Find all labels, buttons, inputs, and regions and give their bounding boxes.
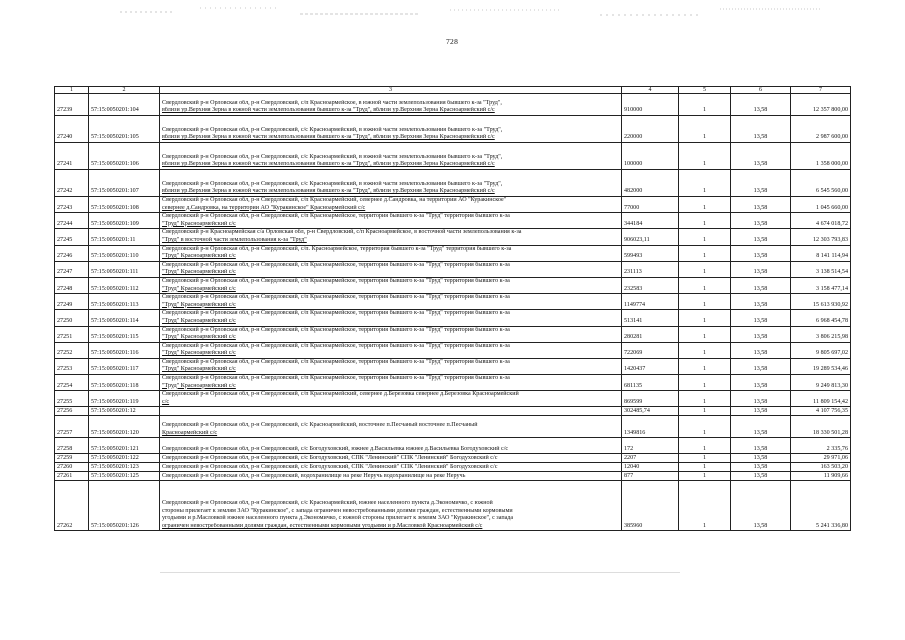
cadastral-number: 57:15:0050201:109 [89, 213, 160, 229]
description-line: "Труд" Красноармейский с/с [162, 382, 236, 389]
column-5-value: 1 [679, 358, 731, 374]
cadastral-value: 12 357 800,00 [791, 94, 851, 116]
cadastral-number: 57:15:0050201:120 [89, 416, 160, 438]
row-number: 27240 [55, 116, 89, 143]
description-line: Свердловский р-н Орловская обл, р-н Свердловский, с/с Красноармейский, южнее населенного пункта д.Экономичко, с южной [162, 500, 493, 507]
cadastral-number: 57:15:0050201:114 [89, 310, 160, 326]
cadastral-value: 1 358 000,00 [791, 143, 851, 170]
cadastral-number: 57:15:0050201:110 [89, 245, 160, 261]
rate-value: 13,58 [731, 170, 791, 197]
location-description [160, 375, 622, 391]
cadastral-value: 1 045 660,00 [791, 197, 851, 213]
location-description [160, 143, 622, 170]
rate-value: 13,58 [731, 94, 791, 116]
rate-value: 13,58 [731, 342, 791, 358]
register-body [55, 94, 851, 531]
area-value: 877 [622, 472, 679, 481]
description-line: угодьями и р.Масловкой южнее населенного пункта д.Экономичко, с южной стороны прилегает к землям ЗАО "Куракинское", с запада [162, 515, 514, 522]
cadastral-value: 2 987 600,00 [791, 116, 851, 143]
description-line: "Труд" в восточной части землепользования к-за "Труд" [162, 236, 307, 243]
cadastral-number: 57:15:0050201:116 [89, 342, 160, 358]
cadastral-value: 19 289 534,46 [791, 358, 851, 374]
cadastral-value: 15 613 930,92 [791, 294, 851, 310]
location-description [160, 245, 622, 261]
table-row [55, 310, 851, 326]
location-description [160, 391, 622, 407]
description-line: "Труд" Красноармейский с/с [162, 317, 236, 324]
table-row [55, 391, 851, 407]
rate-value: 13,58 [731, 407, 791, 416]
row-number: 27248 [55, 277, 89, 293]
table-row [55, 358, 851, 374]
location-description [160, 213, 622, 229]
row-number: 27239 [55, 94, 89, 116]
rate-value: 13,58 [731, 261, 791, 277]
cadastral-value: 11 909,66 [791, 472, 851, 481]
page-number: 728 [446, 37, 459, 46]
description-line: ограничен невостребованными долями граждан, естественными кормовыми угодьями и р.Масловкой Красноармейский с/с [162, 522, 483, 529]
table-row [55, 481, 851, 531]
description-line: Свердловский р-н Орловская обл, р-н Свердловский, с/с Красноармейский, в южной части землепользования бывшего к-за "Труд", [162, 126, 503, 133]
table-row [55, 416, 851, 438]
description-line: вблизи ур.Верхняя Зерна в южной части землепользования бывшего к-за "Труд", вблизи ур.Верхняя Зерна Красноармейский с/с [162, 161, 495, 168]
rate-value: 13,58 [731, 143, 791, 170]
column-5-value: 1 [679, 261, 731, 277]
table-row [55, 143, 851, 170]
row-number: 27250 [55, 310, 89, 326]
column-5-value: 1 [679, 277, 731, 293]
description-line: "Труд" Красноармейский с/с [162, 366, 236, 373]
row-number: 27251 [55, 326, 89, 342]
table-row [55, 277, 851, 293]
area-value: 302485,74 [622, 407, 679, 416]
table-row [55, 197, 851, 213]
column-5-value: 1 [679, 170, 731, 197]
description-line: Свердловский р-н Орловская обл, р-н Свердловский, с/с Богодуховский, СПК "Ленинский" СПК "Ленинский" Богодуховский с/с [162, 463, 498, 470]
column-header: 5 [679, 87, 731, 94]
row-number: 27256 [55, 407, 89, 416]
row-number: 27257 [55, 416, 89, 438]
rate-value: 13,58 [731, 472, 791, 481]
area-value: 12040 [622, 463, 679, 472]
description-line: Свердловский р-н Орловская обл, р-н Свердловский, с/п Красноармейское, территория бывшего к-за "Труд" территория бывшего к-за [162, 213, 510, 220]
description-line: "Труд" Красноармейский с/с [162, 220, 236, 227]
description-line: "Труд" Красноармейский с/с [162, 301, 236, 308]
area-value: 513141 [622, 310, 679, 326]
area-value: 1420437 [622, 358, 679, 374]
description-line: Свердловский р-н Орловская обл, р-н Свердловский, с/п Красноармейское, территория бывшего к-за "Труд" территория бывшего к-за [162, 261, 510, 268]
cadastral-value: 3 806 215,98 [791, 326, 851, 342]
location-description [160, 481, 622, 531]
area-value: 869599 [622, 391, 679, 407]
rate-value: 13,58 [731, 310, 791, 326]
location-description [160, 294, 622, 310]
location-description [160, 277, 622, 293]
column-5-value: 1 [679, 229, 731, 245]
location-description [160, 170, 622, 197]
rate-value: 13,58 [731, 116, 791, 143]
column-5-value: 1 [679, 481, 731, 531]
description-line: "Труд" Красноармейский с/с [162, 285, 236, 292]
cadastral-value: 3 138 514,54 [791, 261, 851, 277]
cadastral-number: 57:15:0050201:126 [89, 481, 160, 531]
location-description [160, 463, 622, 472]
area-value: 280281 [622, 326, 679, 342]
table-row [55, 261, 851, 277]
column-header: 2 [89, 87, 160, 94]
description-line: Свердловский р-н Орловская обл, р-н Свердловский, с/с Богодуховский, южнее д.Васильевка южнее д.Васильевка Богодуховский с/с [162, 445, 509, 452]
column-5-value: 1 [679, 407, 731, 416]
row-number: 27241 [55, 143, 89, 170]
table-row [55, 116, 851, 143]
cadastral-value: 29 971,06 [791, 454, 851, 463]
table-row [55, 342, 851, 358]
column-5-value: 1 [679, 116, 731, 143]
cadastral-number: 57:15:0050201:107 [89, 170, 160, 197]
cadastral-value: 4 674 018,72 [791, 213, 851, 229]
header-row [55, 87, 851, 94]
area-value: 231113 [622, 261, 679, 277]
description-line: "Труд" Красноармейский с/с [162, 334, 236, 341]
area-value: 344184 [622, 213, 679, 229]
column-header: 7 [791, 87, 851, 94]
row-number: 27245 [55, 229, 89, 245]
rate-value: 13,58 [731, 416, 791, 438]
scan-artifact-line [160, 572, 680, 573]
rate-value: 13,58 [731, 481, 791, 531]
area-value: 1349816 [622, 416, 679, 438]
column-header: 3 [160, 87, 622, 94]
description-line: вблизи ур.Верхняя Зерна в южной части землепользования бывшего к-за "Труд", вблизи ур.Верхняя Зерна Красноармейский с/с [162, 107, 495, 114]
table-row [55, 245, 851, 261]
table-row [55, 326, 851, 342]
column-5-value: 1 [679, 310, 731, 326]
description-line: Свердловский р-н Орловская обл, р-н Свердловский, с/с Красноармейский, восточнее п.Песчаный восточнее п.Песчаный [162, 422, 478, 429]
column-5-value: 1 [679, 245, 731, 261]
rate-value: 13,58 [731, 197, 791, 213]
location-description [160, 407, 622, 416]
description-line: вблизи ур.Верхняя Зерна в южной части землепользования бывшего к-за "Труд", вблизи ур.Верхняя Зерна Красноармейский с/с [162, 134, 495, 141]
column-header: 4 [622, 87, 679, 94]
cadastral-number: 57:15:0050201:108 [89, 197, 160, 213]
column-5-value: 1 [679, 454, 731, 463]
row-number: 27243 [55, 197, 89, 213]
table-row [55, 294, 851, 310]
column-5-value: 1 [679, 391, 731, 407]
description-line: Свердловский р-н Орловская обл, р-н Свердловский, с/п Красноармейское, территория бывшего к-за "Труд" территория бывшего к-за [162, 358, 510, 365]
cadastral-number: 57:15:0050201:122 [89, 454, 160, 463]
location-description [160, 438, 622, 454]
column-5-value: 1 [679, 197, 731, 213]
rate-value: 13,58 [731, 391, 791, 407]
register-table [54, 86, 851, 531]
description-line: Свердловский р-н Орловская обл, р-н Свердловский, с/п Красноармейское, территория бывшего к-за "Труд" территория бывшего к-за [162, 342, 510, 349]
description-line: Свердловский р-н Орловская обл, р-н Свердловский, с/п. Красноармейское, территория бывшего к-за "Труд" территория бывшего к-за [162, 245, 512, 252]
column-header: 1 [55, 87, 89, 94]
rate-value: 13,58 [731, 375, 791, 391]
row-number: 27249 [55, 294, 89, 310]
cadastral-value: 9 249 813,30 [791, 375, 851, 391]
table-row [55, 407, 851, 416]
location-description [160, 94, 622, 116]
rate-value: 13,58 [731, 213, 791, 229]
area-value: 77000 [622, 197, 679, 213]
description-line: севернее д.Сандровка, на территории АО "Куракинское" Красноармейский с/с [162, 204, 366, 211]
location-description [160, 197, 622, 213]
area-value: 1149774 [622, 294, 679, 310]
column-5-value: 1 [679, 94, 731, 116]
column-5-value: 1 [679, 294, 731, 310]
description-line: Свердловский р-н Орловская обл, р-н Свердловский, с/п Красноармейский, севернее д.Березовка севернее д.Березовка Красноармейский [162, 391, 519, 398]
table-row [55, 438, 851, 454]
cadastral-number: 57:15:0050201:111 [89, 261, 160, 277]
location-description [160, 358, 622, 374]
rate-value: 13,58 [731, 294, 791, 310]
row-number: 27259 [55, 454, 89, 463]
rate-value: 13,58 [731, 277, 791, 293]
location-description [160, 326, 622, 342]
description-line: стороны прилегает к землям ЗАО "Куракинское", с запада ограничен невостребованными долями граждан, естественными кормовыми [162, 507, 513, 514]
description-line: Свердловский р-н Орловская обл, р-н Свердловский, водохранилище на реке Неручь водохранилище на реке Неручь [162, 472, 466, 479]
column-5-value: 1 [679, 143, 731, 170]
area-value: 599493 [622, 245, 679, 261]
cadastral-value: 3 158 477,14 [791, 277, 851, 293]
table-row [55, 94, 851, 116]
area-value: 100000 [622, 143, 679, 170]
row-number: 27254 [55, 375, 89, 391]
location-description [160, 229, 622, 245]
cadastral-number: 57:15:0050201:125 [89, 472, 160, 481]
cadastral-value: 5 241 336,80 [791, 481, 851, 531]
table-row [55, 213, 851, 229]
description-line: Свердловский р-н Орловская обл, р-н Свердловский, с/п Красноармейское, территория бывшего к-за "Труд" территория бывшего к-за [162, 375, 510, 382]
description-line: "Труд" Красноармейский с/с [162, 350, 236, 357]
column-5-value: 1 [679, 342, 731, 358]
row-number: 27255 [55, 391, 89, 407]
description-line: Свердловский р-н Орловская обл, р-н Свердловский, с/п Красноармейское, территория бывшего к-за "Труд" территория бывшего к-за [162, 326, 510, 333]
location-description [160, 310, 622, 326]
cadastral-value: 11 809 154,42 [791, 391, 851, 407]
description-line: вблизи ур.Верхняя Зерна в южной части землепользования бывшего к-за "Труд", вблизи ур.Верхняя Зерна Красноармейский с/с [162, 188, 495, 195]
cadastral-number: 57:15:0050201:105 [89, 116, 160, 143]
description-line: с/с [162, 398, 170, 405]
rate-value: 13,58 [731, 454, 791, 463]
description-line: "Труд" Красноармейский с/с [162, 269, 236, 276]
cadastral-value: 8 141 114,94 [791, 245, 851, 261]
cadastral-number: 57:15:0050201:113 [89, 294, 160, 310]
cadastral-number: 57:15:0050201:104 [89, 94, 160, 116]
row-number: 27253 [55, 358, 89, 374]
row-number: 27252 [55, 342, 89, 358]
cadastral-number: 57:15:0050201:121 [89, 438, 160, 454]
cadastral-value: 4 107 756,35 [791, 407, 851, 416]
table-row [55, 454, 851, 463]
cadastral-value: 9 805 697,02 [791, 342, 851, 358]
column-5-value: 1 [679, 326, 731, 342]
rate-value: 13,58 [731, 438, 791, 454]
cadastral-value: 6 545 560,00 [791, 170, 851, 197]
column-5-value: 1 [679, 375, 731, 391]
cadastral-number: 57:15:0050201:118 [89, 375, 160, 391]
area-value: 2207 [622, 454, 679, 463]
cadastral-number: 57:15:0050201:106 [89, 143, 160, 170]
rate-value: 13,58 [731, 326, 791, 342]
area-value: 722069 [622, 342, 679, 358]
table-row [55, 170, 851, 197]
area-value: 906023,11 [622, 229, 679, 245]
location-description [160, 261, 622, 277]
table-row [55, 472, 851, 481]
description-line: Свердловский р-н Орловская обл, р-н Свердловский, с/п Красноармейское, территория бывшего к-за "Труд" территория бывшего к-за [162, 277, 510, 284]
description-line: Свердловский р-н Орловская обл, р-н Свердловский, с/п Красноармейское, территория бывшего к-за "Труд" территория бывшего к-за [162, 294, 510, 301]
area-value: 482000 [622, 170, 679, 197]
description-line: Красноармейский с/с [162, 429, 218, 436]
table-row [55, 229, 851, 245]
area-value: 232583 [622, 277, 679, 293]
row-number: 27242 [55, 170, 89, 197]
description-line: Свердловский р-н Орловская обл, р-н Свердловский, с/п Красноармейское, в южной части землепользования бывшего к-за "Труд", [162, 99, 502, 106]
cadastral-number: 57:15:0050201:11 [89, 229, 160, 245]
area-value: 681135 [622, 375, 679, 391]
rate-value: 13,58 [731, 358, 791, 374]
area-value: 385960 [622, 481, 679, 531]
column-header: 6 [731, 87, 791, 94]
description-line: Свердловский р-н Орловская обл, р-н Свердловский, с/с Красноармейский, в южной части землепользования бывшего к-за "Труд", [162, 180, 503, 187]
location-description [160, 416, 622, 438]
column-5-value: 1 [679, 472, 731, 481]
cadastral-value: 2 335,76 [791, 438, 851, 454]
location-description [160, 116, 622, 143]
area-value: 172 [622, 438, 679, 454]
column-5-value: 1 [679, 213, 731, 229]
description-line: Свердловский р-н Красноармейская с/а Орловская обл, р-н Свердловский, с/п Красноармейское, в восточной части землепользования к-за [162, 229, 522, 236]
cadastral-value: 18 330 501,28 [791, 416, 851, 438]
description-line: Свердловский р-н Орловская обл, р-н Свердловский, с/с Богодуховский, СПК "Ленинский" СПК "Ленинский" Богодуховский с/с [162, 454, 498, 461]
cadastral-value: 12 303 793,83 [791, 229, 851, 245]
column-5-value: 1 [679, 438, 731, 454]
row-number: 27247 [55, 261, 89, 277]
rate-value: 13,58 [731, 229, 791, 245]
row-number: 27246 [55, 245, 89, 261]
cadastral-number: 57:15:0050201:117 [89, 358, 160, 374]
rate-value: 13,58 [731, 245, 791, 261]
area-value: 910000 [622, 94, 679, 116]
scan-noise-header [0, 0, 905, 26]
table-row [55, 375, 851, 391]
cadastral-number: 57:15:0050201:123 [89, 463, 160, 472]
row-number: 27261 [55, 472, 89, 481]
area-value: 220000 [622, 116, 679, 143]
column-5-value: 1 [679, 416, 731, 438]
cadastral-number: 57:15:0050201:112 [89, 277, 160, 293]
description-line: Свердловский р-н Орловская обл, р-н Свердловский, с/п Красноармейский, севернее д.Сандровка, на территории АО "Куракинское" [162, 197, 507, 203]
cadastral-value: 6 968 454,78 [791, 310, 851, 326]
row-number: 27262 [55, 481, 89, 531]
row-number: 27244 [55, 213, 89, 229]
description-line: "Труд" Красноармейский с/с [162, 253, 236, 260]
column-5-value: 1 [679, 463, 731, 472]
rate-value: 13,58 [731, 463, 791, 472]
location-description [160, 472, 622, 481]
cadastral-value: 163 503,20 [791, 463, 851, 472]
description-line: Свердловский р-н Орловская обл, р-н Свердловский, с/п Красноармейское, территория бывшего к-за "Труд" территория бывшего к-за [162, 310, 510, 317]
cadastral-number: 57:15:0050201:12 [89, 407, 160, 416]
location-description [160, 342, 622, 358]
cadastral-number: 57:15:0050201:119 [89, 391, 160, 407]
location-description [160, 454, 622, 463]
row-number: 27260 [55, 463, 89, 472]
table-row [55, 463, 851, 472]
cadastral-number: 57:15:0050201:115 [89, 326, 160, 342]
row-number: 27258 [55, 438, 89, 454]
description-line: Свердловский р-н Орловская обл, р-н Свердловский, с/с Красноармейский, в южной части землепользования бывшего к-за "Труд", [162, 153, 503, 160]
